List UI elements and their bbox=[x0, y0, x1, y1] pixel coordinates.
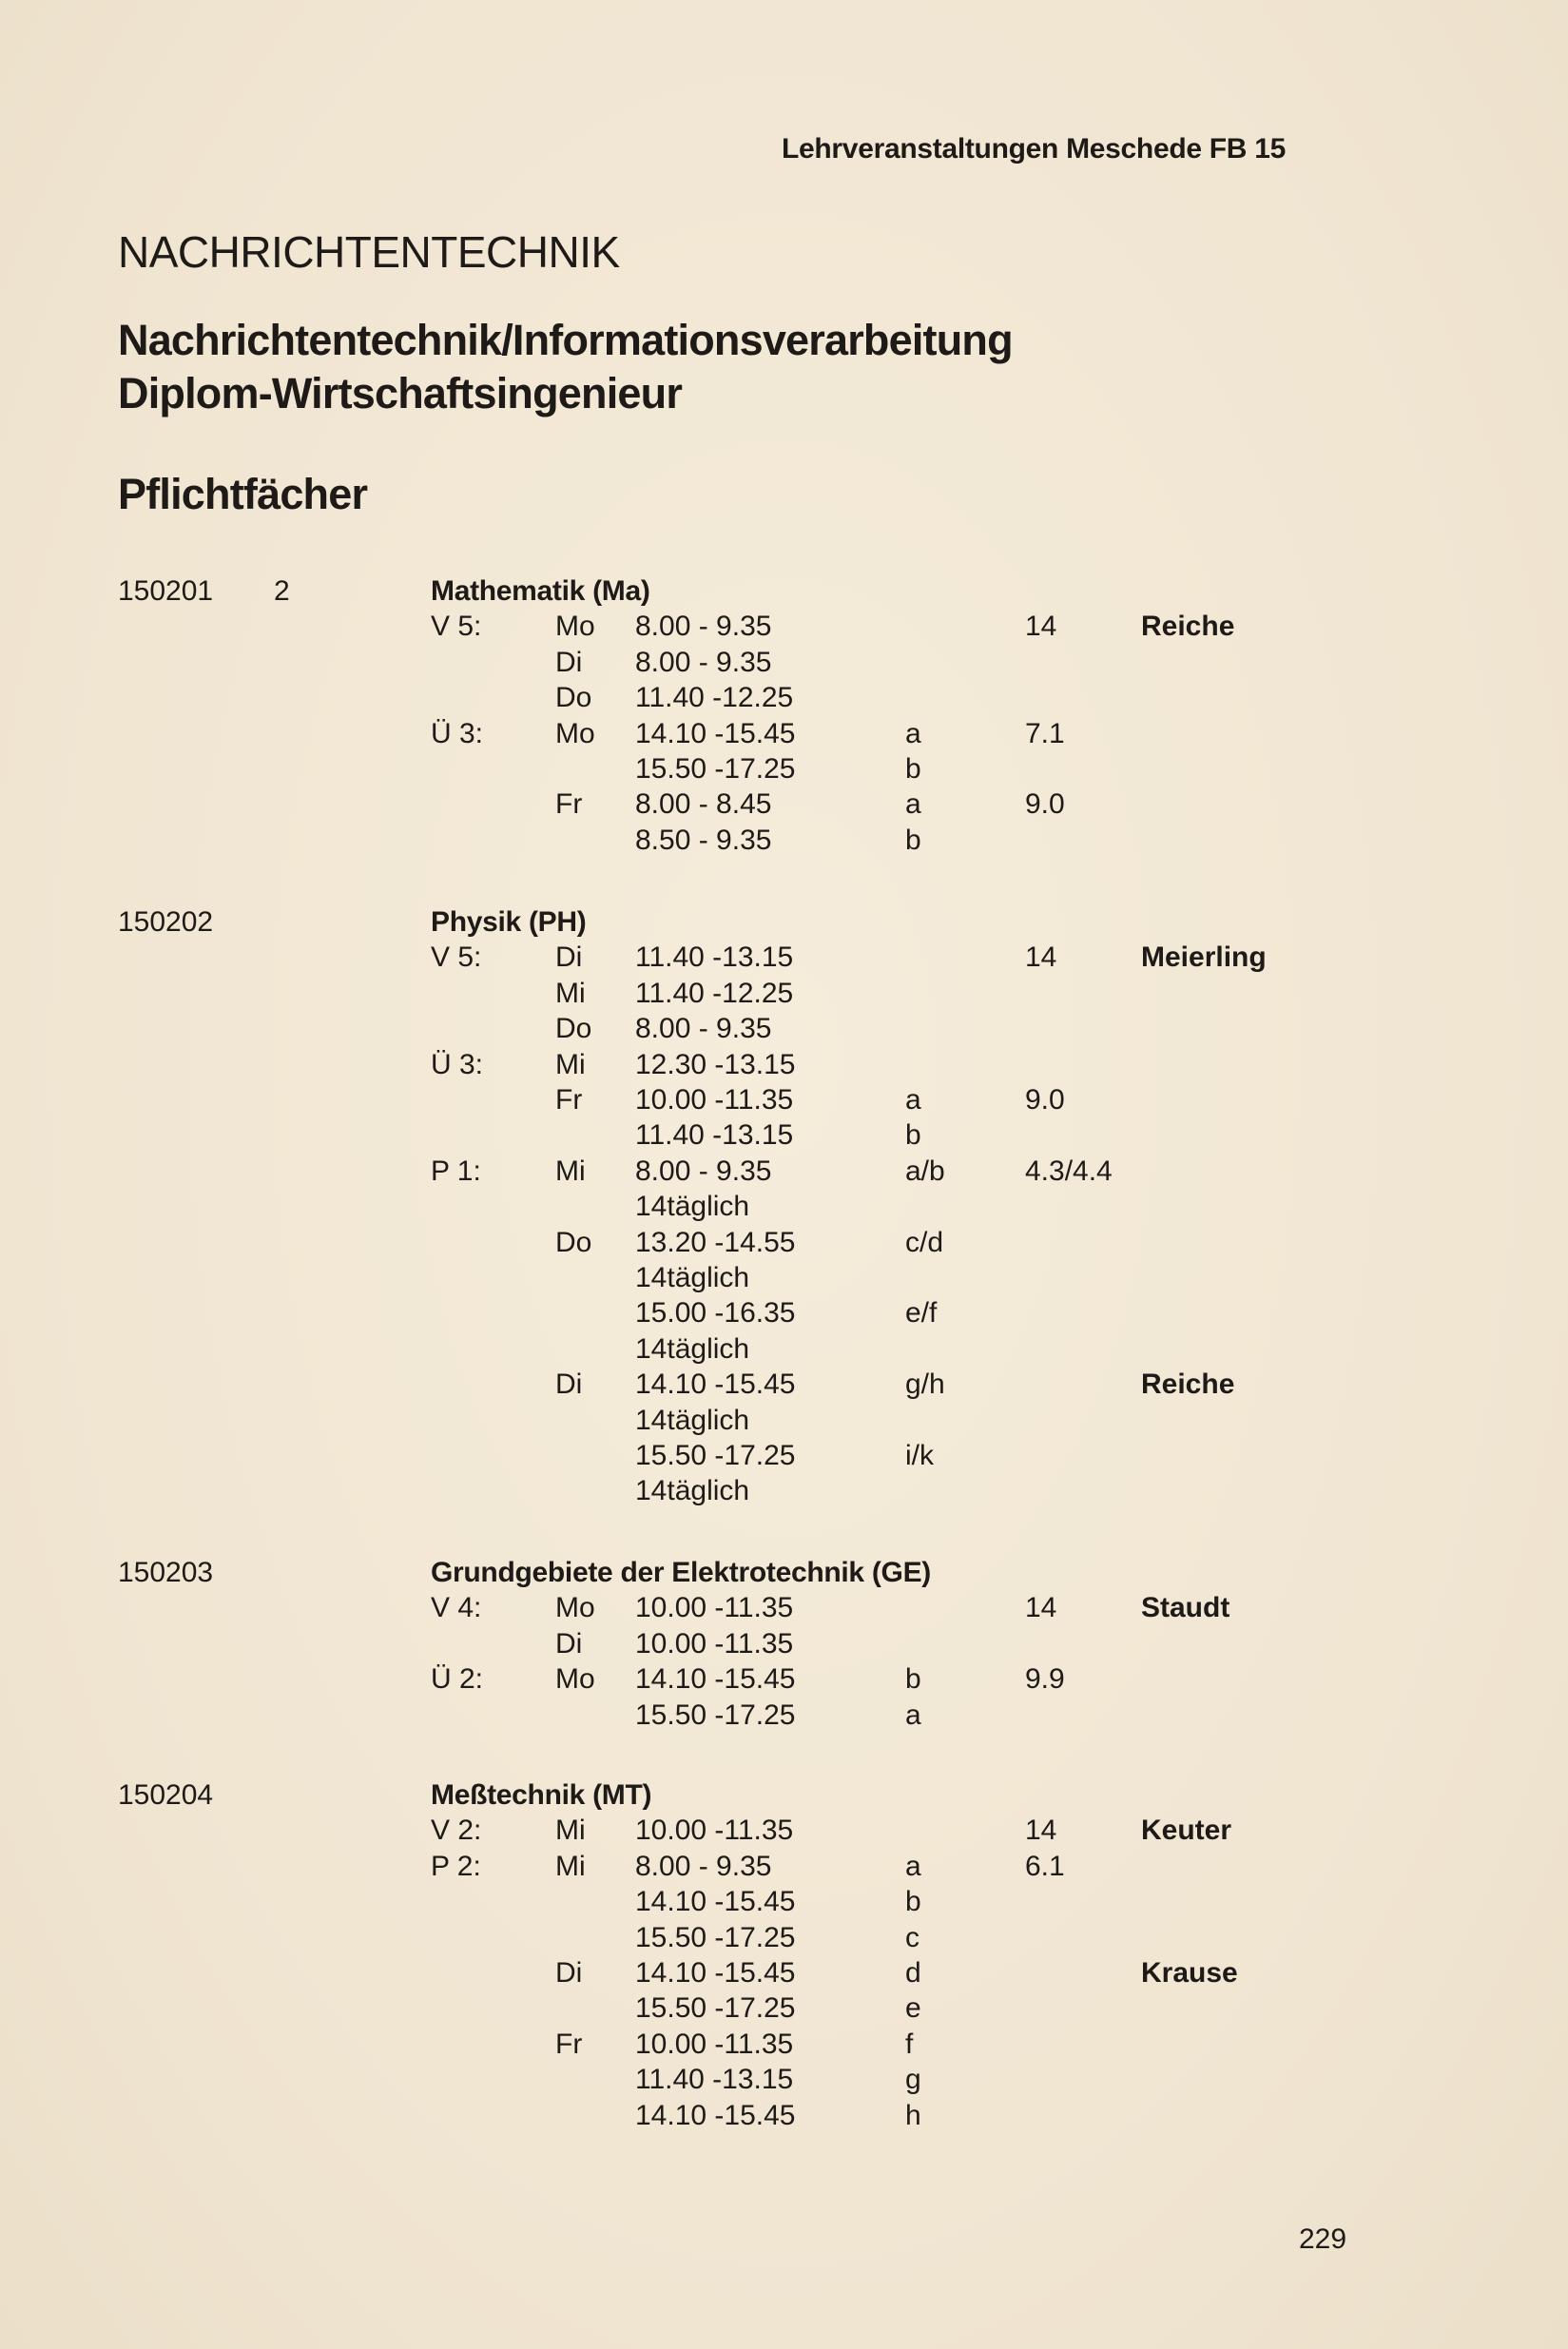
schedule-row bbox=[0, 1191, 1568, 1226]
session-day: Mo bbox=[555, 611, 595, 642]
session-time: 14täglich bbox=[635, 1405, 750, 1436]
course-code: 150203 bbox=[118, 1557, 214, 1588]
session-day: Mo bbox=[555, 718, 595, 749]
session-time: 15.00 -16.35 bbox=[635, 1297, 796, 1329]
schedule-row bbox=[0, 1333, 1568, 1369]
session-lecturer: Reiche bbox=[1141, 1369, 1235, 1400]
session-group: c/d bbox=[905, 1227, 944, 1258]
session-group: e/f bbox=[905, 1297, 938, 1329]
session-room: 6.1 bbox=[1025, 1851, 1065, 1882]
schedule-row bbox=[0, 1992, 1568, 2028]
session-time: 8.00 - 9.35 bbox=[635, 1851, 772, 1882]
session-group: g/h bbox=[905, 1369, 945, 1400]
session-time: 8.00 - 9.35 bbox=[635, 647, 772, 678]
session-day: Di bbox=[555, 1957, 583, 1989]
schedule-row bbox=[0, 1699, 1568, 1735]
session-type: P 2: bbox=[431, 1851, 481, 1882]
session-day: Mo bbox=[555, 1592, 595, 1623]
schedule-row bbox=[0, 611, 1568, 646]
session-room: 14 bbox=[1025, 611, 1057, 642]
course-title: Mathematik (Ma) bbox=[431, 575, 650, 607]
session-room: 9.0 bbox=[1025, 788, 1065, 820]
course-code: 150201 bbox=[118, 575, 214, 607]
session-lecturer: Reiche bbox=[1141, 611, 1235, 642]
schedule-row bbox=[0, 1084, 1568, 1119]
schedule-row bbox=[0, 825, 1568, 860]
session-type: V 2: bbox=[431, 1815, 482, 1846]
session-time: 11.40 -13.15 bbox=[635, 1119, 794, 1151]
session-room: 14 bbox=[1025, 1815, 1057, 1846]
session-day: Fr bbox=[555, 1084, 583, 1116]
schedule-row bbox=[0, 1475, 1568, 1510]
session-type: V 5: bbox=[431, 942, 482, 973]
session-time: 11.40 -12.25 bbox=[635, 978, 794, 1009]
schedule-row bbox=[0, 1297, 1568, 1332]
schedule-row bbox=[0, 1405, 1568, 1440]
schedule-row bbox=[0, 1227, 1568, 1262]
schedule-row bbox=[0, 1049, 1568, 1084]
schedule-row bbox=[0, 1886, 1568, 1921]
session-time: 11.40 -12.25 bbox=[635, 682, 794, 713]
page-title: NACHRICHTENTECHNIK bbox=[118, 227, 620, 277]
session-time: 15.50 -17.25 bbox=[635, 1699, 796, 1731]
session-room: 4.3/4.4 bbox=[1025, 1155, 1113, 1187]
session-time: 15.50 -17.25 bbox=[635, 753, 796, 785]
session-lecturer: Staudt bbox=[1141, 1592, 1230, 1623]
session-time: 8.50 - 9.35 bbox=[635, 825, 772, 856]
session-type: V 4: bbox=[431, 1592, 482, 1623]
schedule-row bbox=[0, 1440, 1568, 1475]
schedule-row bbox=[0, 1013, 1568, 1048]
session-day: Mi bbox=[555, 1815, 586, 1846]
session-day: Do bbox=[555, 1013, 592, 1044]
page-number: 229 bbox=[1299, 2223, 1347, 2255]
schedule-row bbox=[0, 1369, 1568, 1404]
session-time: 15.50 -17.25 bbox=[635, 1992, 796, 2024]
session-lecturer: Keuter bbox=[1141, 1815, 1232, 1846]
schedule-row bbox=[0, 1957, 1568, 1992]
schedule-row bbox=[0, 647, 1568, 682]
session-day: Mi bbox=[555, 1155, 586, 1187]
session-group: a/b bbox=[905, 1155, 945, 1187]
session-time: 10.00 -11.35 bbox=[635, 1628, 794, 1660]
session-type: P 1: bbox=[431, 1155, 481, 1187]
session-time: 14täglich bbox=[635, 1262, 750, 1293]
session-time: 14.10 -15.45 bbox=[635, 2100, 796, 2131]
schedule-row bbox=[0, 1851, 1568, 1886]
session-time: 10.00 -11.35 bbox=[635, 1084, 794, 1116]
session-type: V 5: bbox=[431, 611, 482, 642]
schedule-row bbox=[0, 1119, 1568, 1155]
schedule-row bbox=[0, 2064, 1568, 2099]
session-group: a bbox=[905, 1084, 921, 1116]
session-room: 9.0 bbox=[1025, 1084, 1065, 1116]
session-time: 8.00 - 9.35 bbox=[635, 1155, 772, 1187]
course-title: Grundgebiete der Elektrotechnik (GE) bbox=[431, 1557, 931, 1588]
session-day: Mi bbox=[555, 978, 586, 1009]
session-lecturer: Krause bbox=[1141, 1957, 1238, 1989]
session-time: 10.00 -11.35 bbox=[635, 1815, 794, 1846]
session-type: Ü 2: bbox=[431, 1663, 484, 1695]
section-heading: Pflichtfächer bbox=[118, 470, 368, 518]
session-group: a bbox=[905, 1851, 921, 1882]
schedule-row bbox=[0, 1155, 1568, 1191]
session-type: Ü 3: bbox=[431, 1049, 484, 1080]
session-time: 14täglich bbox=[635, 1475, 750, 1506]
session-group: f bbox=[905, 2029, 914, 2060]
session-time: 14täglich bbox=[635, 1191, 750, 1222]
session-day: Do bbox=[555, 1227, 592, 1258]
session-time: 15.50 -17.25 bbox=[635, 1922, 796, 1953]
session-day: Fr bbox=[555, 2029, 583, 2060]
schedule-row bbox=[0, 788, 1568, 824]
schedule-row bbox=[0, 1262, 1568, 1297]
session-group: a bbox=[905, 788, 921, 820]
session-time: 14.10 -15.45 bbox=[635, 1663, 796, 1695]
session-group: b bbox=[905, 825, 921, 856]
course-code: 150204 bbox=[118, 1779, 214, 1811]
session-time: 14.10 -15.45 bbox=[635, 1957, 796, 1989]
schedule-row bbox=[0, 1592, 1568, 1627]
session-time: 11.40 -13.15 bbox=[635, 942, 794, 973]
course-code: 150202 bbox=[118, 906, 214, 938]
session-time: 11.40 -13.15 bbox=[635, 2064, 794, 2095]
schedule-row bbox=[0, 1922, 1568, 1957]
schedule-row bbox=[0, 2029, 1568, 2064]
session-day: Di bbox=[555, 647, 583, 678]
session-group: b bbox=[905, 1886, 921, 1917]
course-title: Physik (PH) bbox=[431, 906, 587, 938]
session-group: a bbox=[905, 718, 921, 749]
schedule-row bbox=[0, 682, 1568, 717]
session-time: 15.50 -17.25 bbox=[635, 1440, 796, 1471]
session-time: 10.00 -11.35 bbox=[635, 2029, 794, 2060]
session-group: e bbox=[905, 1992, 921, 2024]
schedule-row bbox=[0, 718, 1568, 753]
session-time: 12.30 -13.15 bbox=[635, 1049, 796, 1080]
session-day: Fr bbox=[555, 788, 583, 820]
session-day: Mi bbox=[555, 1049, 586, 1080]
session-time: 14.10 -15.45 bbox=[635, 718, 796, 749]
session-day: Mi bbox=[555, 1851, 586, 1882]
session-group: g bbox=[905, 2064, 921, 2095]
session-time: 10.00 -11.35 bbox=[635, 1592, 794, 1623]
session-room: 14 bbox=[1025, 1592, 1057, 1623]
session-group: c bbox=[905, 1922, 920, 1953]
session-time: 13.20 -14.55 bbox=[635, 1227, 796, 1258]
session-group: d bbox=[905, 1957, 921, 1989]
session-time: 14.10 -15.45 bbox=[635, 1886, 796, 1917]
schedule-row bbox=[0, 2100, 1568, 2135]
session-day: Di bbox=[555, 1628, 583, 1660]
session-group: h bbox=[905, 2100, 921, 2131]
session-room: 7.1 bbox=[1025, 718, 1065, 749]
schedule-row bbox=[0, 1815, 1568, 1850]
session-group: i/k bbox=[905, 1440, 934, 1471]
schedule-row bbox=[0, 978, 1568, 1013]
schedule-row bbox=[0, 1663, 1568, 1699]
session-group: b bbox=[905, 753, 921, 785]
subtitle-line-1: Nachrichtentechnik/Informationsverarbeitung bbox=[118, 316, 1013, 364]
session-time: 8.00 - 9.35 bbox=[635, 611, 772, 642]
schedule-row bbox=[0, 753, 1568, 788]
session-group: b bbox=[905, 1663, 921, 1695]
session-type: Ü 3: bbox=[431, 718, 484, 749]
session-time: 8.00 - 9.35 bbox=[635, 1013, 772, 1044]
schedule-row bbox=[0, 942, 1568, 977]
session-room: 14 bbox=[1025, 942, 1057, 973]
session-day: Di bbox=[555, 1369, 583, 1400]
session-group: a bbox=[905, 1699, 921, 1731]
subtitle-line-2: Diplom-Wirtschaftsingenieur bbox=[118, 369, 683, 417]
session-day: Di bbox=[555, 942, 583, 973]
session-group: b bbox=[905, 1119, 921, 1151]
schedule-row bbox=[0, 1628, 1568, 1663]
session-lecturer: Meierling bbox=[1141, 942, 1267, 973]
running-header: Lehrveranstaltungen Meschede FB 15 bbox=[782, 133, 1286, 165]
session-time: 14.10 -15.45 bbox=[635, 1369, 796, 1400]
session-time: 8.00 - 8.45 bbox=[635, 788, 772, 820]
course-hours: 2 bbox=[274, 575, 290, 607]
course-title: Meßtechnik (MT) bbox=[431, 1779, 652, 1811]
session-time: 14täglich bbox=[635, 1333, 750, 1365]
session-day: Mo bbox=[555, 1663, 595, 1695]
session-day: Do bbox=[555, 682, 592, 713]
session-room: 9.9 bbox=[1025, 1663, 1065, 1695]
